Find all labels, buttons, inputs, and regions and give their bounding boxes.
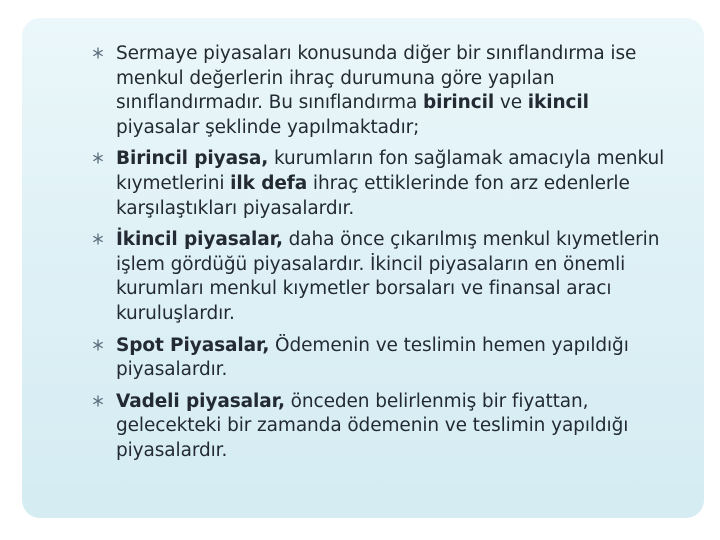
bullet-text-segment: daha önce çıkarılmış menkul kıymetlerin işlem gördüğü piyasalardır. İkincil piyasaların en önemli kurumları menkul kıymetler borsaları ve finansal aracı kuruluşlardır.: [116, 229, 660, 324]
bullet-item-spot-piyasalar: [92, 334, 672, 383]
bullet-item-ikincil-piyasalar: [92, 228, 672, 326]
bullet-text-1: [116, 43, 636, 138]
term-ikincil: ikincil: [527, 92, 589, 114]
bullet-text-5: [116, 391, 628, 461]
bullet-text-segment: ve: [494, 92, 528, 114]
bullet-text-segment: ihraç ettiklerinde fon arz edenlerle karşılaştıkları piyasalardır.: [116, 172, 630, 219]
bullet-text-segment: piyasalar şeklinde yapılmaktadır;: [116, 116, 420, 138]
asterisk-icon: [92, 339, 104, 351]
bullet-text-segment: kurumların fon sağlamak amacıyla menkul kıymetlerini: [116, 148, 665, 194]
term-ilk-defa: ilk defa: [230, 172, 308, 194]
bullet-text-segment: Sermaye piyasaları konusunda diğer bir sınıflandırma ise menkul değerlerin ihraç durumuna göre yapılan sınıflandırmadır. Bu sınıflandırma: [116, 43, 637, 114]
bullet-item-primary-secondary: [92, 42, 672, 140]
content-panel: [22, 18, 704, 518]
asterisk-icon: [92, 233, 104, 245]
asterisk-icon: [92, 47, 104, 59]
bullet-item-vadeli-piyasalar: [92, 390, 672, 464]
bullet-text-2: [116, 148, 664, 218]
term-ikincil-piyasalar: İkincil piyasalar,: [116, 229, 283, 251]
bullet-item-birincil-piyasa: [92, 147, 672, 221]
asterisk-icon: [92, 152, 104, 164]
term-vadeli-piyasalar: Vadeli piyasalar,: [116, 390, 285, 412]
bullet-text-4: [116, 335, 629, 381]
term-spot-piyasalar: Spot Piyasalar,: [116, 334, 270, 356]
term-birincil: birincil: [423, 92, 495, 114]
bullet-text-3: [116, 229, 659, 324]
asterisk-icon: [92, 395, 104, 407]
term-birincil-piyasa: Birincil piyasa,: [116, 148, 269, 170]
bullet-list: [92, 42, 672, 471]
bullet-text-segment: Ödemenin ve teslimin hemen yapıldığı piyasalardır.: [116, 334, 629, 381]
bullet-text-segment: önceden belirlenmiş bir fiyattan, gelecekteki bir zamanda ödemenin ve teslimin yapıldığı piyasalardır.: [116, 390, 629, 461]
